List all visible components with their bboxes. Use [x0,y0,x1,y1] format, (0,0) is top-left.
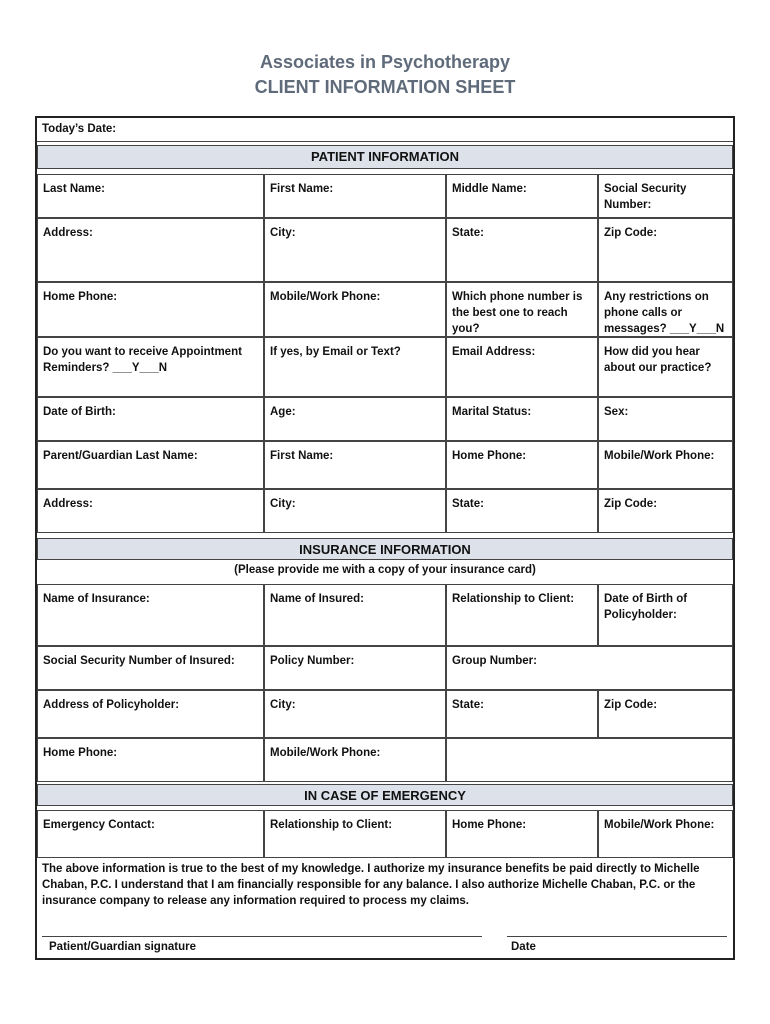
patient-field-email-address[interactable]: Email Address: [446,337,598,397]
insurance-field-date-of-birth-of-policyholder[interactable]: Date of Birth of Policyholder: [598,584,733,646]
emergency-field-home-phone[interactable]: Home Phone: [446,810,598,858]
insurance-field-name-of-insured[interactable]: Name of Insured: [264,584,446,646]
patient-field-first-name[interactable]: First Name: [264,174,446,218]
authorization-statement: The above information is true to the best of my knowledge. I authorize my insurance benefits be paid directly to Michelle Chaban, P.C. I understand that I am financially responsible for any balance. I also authorize Michelle Chaban, P.C. or the insurance company to release any information required to process my claims. [42,863,700,907]
form-title: CLIENT INFORMATION SHEET [254,77,516,97]
patient-field-mobile-work-phone[interactable]: Mobile/Work Phone: [598,441,733,489]
patient-field-mobile-work-phone[interactable]: Mobile/Work Phone: [264,282,446,337]
patient-field-do-you-want-to-receive-appointment-remin[interactable]: Do you want to receive Appointment Reminders? ___Y___N [37,337,264,397]
insurance-field-relationship-to-client[interactable]: Relationship to Client: [446,584,598,646]
patient-field-middle-name[interactable]: Middle Name: [446,174,598,218]
insurance-field-state[interactable]: State: [446,690,598,738]
todays-date-field[interactable]: Today’s Date: [37,118,733,142]
signature-line[interactable] [42,936,482,937]
patient-field-date-of-birth[interactable]: Date of Birth: [37,397,264,441]
signature-label: Patient/Guardian signature [49,941,196,953]
insurance-field-mobile-work-phone[interactable]: Mobile/Work Phone: [264,738,446,782]
insurance-field-home-phone[interactable]: Home Phone: [37,738,264,782]
emergency-heading: IN CASE OF EMERGENCY [37,784,733,806]
patient-field-zip-code[interactable]: Zip Code: [598,218,733,282]
patient-field-social-security-number[interactable]: Social Security Number: [598,174,733,218]
patient-field-sex[interactable]: Sex: [598,397,733,441]
patient-field-home-phone[interactable]: Home Phone: [446,441,598,489]
patient-field-first-name[interactable]: First Name: [264,441,446,489]
patient-field-home-phone[interactable]: Home Phone: [37,282,264,337]
patient-field-age[interactable]: Age: [264,397,446,441]
patient-field-address[interactable]: Address: [37,489,264,533]
patient-field-if-yes-by-email-or-text[interactable]: If yes, by Email or Text? [264,337,446,397]
patient-info-heading: PATIENT INFORMATION [37,145,733,169]
emergency-field-mobile-work-phone[interactable]: Mobile/Work Phone: [598,810,733,858]
insurance-field-social-security-number-of-insured[interactable]: Social Security Number of Insured: [37,646,264,690]
insurance-field-policy-number[interactable]: Policy Number: [264,646,446,690]
patient-field-city[interactable]: City: [264,218,446,282]
insurance-field-blank[interactable] [446,738,733,782]
patient-field-last-name[interactable]: Last Name: [37,174,264,218]
patient-field-city[interactable]: City: [264,489,446,533]
insurance-field-name-of-insurance[interactable]: Name of Insurance: [37,584,264,646]
patient-field-any-restrictions-on-phone-calls-or-messa[interactable]: Any restrictions on phone calls or messages? ___Y___N [598,282,733,337]
insurance-field-zip-code[interactable]: Zip Code: [598,690,733,738]
patient-field-how-did-you-hear-about-our-practice[interactable]: How did you hear about our practice? [598,337,733,397]
insurance-subheading: (Please provide me with a copy of your insurance card) [234,564,536,576]
date-line[interactable] [507,936,727,937]
org-name: Associates in Psychotherapy [259,52,511,72]
emergency-field-relationship-to-client[interactable]: Relationship to Client: [264,810,446,858]
insurance-field-address-of-policyholder[interactable]: Address of Policyholder: [37,690,264,738]
patient-field-marital-status[interactable]: Marital Status: [446,397,598,441]
patient-field-parent-guardian-last-name[interactable]: Parent/Guardian Last Name: [37,441,264,489]
emergency-field-emergency-contact[interactable]: Emergency Contact: [37,810,264,858]
patient-field-zip-code[interactable]: Zip Code: [598,489,733,533]
patient-field-state[interactable]: State: [446,489,598,533]
insurance-field-group-number[interactable]: Group Number: [446,646,733,690]
client-information-form [35,116,735,960]
patient-field-which-phone-number-is-the-best-one-to-re[interactable]: Which phone number is the best one to reach you? [446,282,598,337]
insurance-info-heading: INSURANCE INFORMATION [37,538,733,560]
insurance-field-city[interactable]: City: [264,690,446,738]
date-label: Date [511,941,536,953]
patient-field-state[interactable]: State: [446,218,598,282]
patient-field-address[interactable]: Address: [37,218,264,282]
